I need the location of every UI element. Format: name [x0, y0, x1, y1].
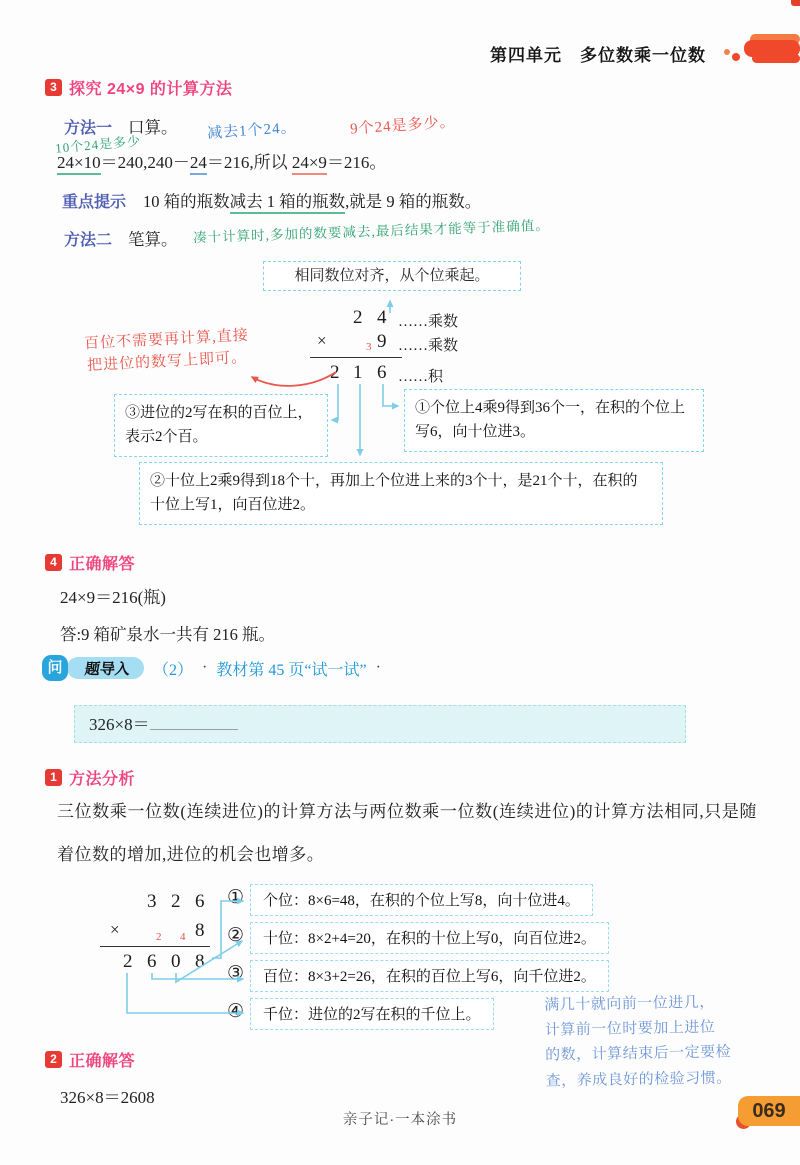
section3-badge: 3 [45, 79, 62, 96]
method-analysis-paragraph: 三位数乘一位数(连续进位)的计算方法与两位数乘一位数(连续进位)的计算方法相同,只是随着位数的增加,进位的机会也增多。 [57, 802, 757, 865]
section4-title: 正确解答 [69, 556, 136, 573]
method2-row [64, 226, 178, 250]
calc1-rule-line [310, 357, 402, 358]
section2-title: 正确解答 [69, 1053, 136, 1070]
calc1-digit: 6 [377, 362, 387, 383]
calc2-digit: 0 [171, 951, 181, 972]
method1-text: 口算。 [128, 118, 178, 137]
calc1-row3-label: ……积 [398, 369, 444, 385]
section3-title: 探究 24×9 的计算方法 [69, 81, 233, 98]
problem-equation: 326×8＝ [89, 715, 150, 734]
calc1-callout-step1: ①个位上4乘9得到36个一，在积的个位上写6，向十位进3。 [404, 389, 704, 452]
handwriting-red-1: 9个24是多少。 [349, 114, 457, 138]
eq-part: ＝240,240－ [100, 153, 190, 172]
answer1-sentence: 答:9 箱矿泉水一共有 216 瓶。 [60, 625, 275, 644]
note-line: 查，养成良好的检验习惯。 [545, 1069, 732, 1090]
calc2-digit: 2 [123, 951, 133, 972]
eq-part-underlined-red: 24×9 [292, 153, 327, 175]
method1-label: 方法一 [64, 120, 113, 137]
step-box-ones: 个位：8×6=48，在积的个位上写8，向十位进4。 [250, 884, 593, 916]
calc2-digit: 6 [195, 891, 205, 912]
note-line: 满几十就向前一位进几， [544, 994, 715, 1014]
calc2-digit: 8 [195, 951, 205, 972]
calc2-times-sign: × [110, 920, 120, 939]
handwriting-red-note-line1: 百位不需要再计算,直接 [83, 327, 250, 353]
answer-blank-line [150, 716, 238, 730]
eq-part-underlined-blue: 24 [190, 153, 207, 175]
calc1-times-sign: × [317, 331, 327, 350]
step-box-thousands: 千位：进位的2写在积的千位上。 [250, 998, 494, 1030]
calc1-digit: 9 [377, 331, 387, 352]
section4-heading [45, 551, 135, 574]
handwriting-green-1: 10个24是多少 [54, 133, 142, 156]
lead-in-pill [67, 657, 144, 679]
calc2-digit: 6 [147, 951, 157, 972]
step-box-tens: 十位：8×2+4=20，在积的十位上写0，向百位进2。 [250, 922, 609, 954]
calc2-carry: 4 [180, 931, 186, 943]
answer2-equation: 326×8＝2608 [60, 1088, 155, 1107]
lead-in-reference: 教材第 45 页“试一试” [216, 661, 367, 679]
calc1-digit: 4 [377, 307, 387, 328]
corner-mark [791, 0, 800, 6]
method2-text: 笔算。 [128, 230, 178, 249]
calc2-rule-line [100, 946, 210, 947]
calc2-digit: 8 [195, 920, 205, 941]
step-number: ③ [227, 963, 245, 984]
key-hint-row [62, 188, 481, 212]
page-number-badge: 069 [738, 1096, 800, 1126]
lead-in-paren: （2） [153, 661, 194, 679]
lead-in-dot: · [375, 659, 381, 676]
calc1-tip-box: 相同数位对齐，从个位乘起。 [263, 261, 521, 291]
handwriting-green-2: 凑十计算时,多加的数要减去,最后结果才能等于准确值。 [192, 217, 550, 246]
footer-text: 亲子记·一本涂书 [342, 1112, 458, 1128]
calc1-callout-step2: ②十位上2乘9得到18个十，再加上个位进上来的3个十，是21个十，在积的十位上写1，向百位进2。 [139, 462, 663, 525]
calc1-callout-step3: ③进位的2写在积的百位上，表示2个百。 [114, 394, 328, 457]
step-number: ④ [227, 1001, 245, 1022]
eq-part-underlined-green: 24×10 [57, 153, 101, 175]
lead-in-row [42, 655, 381, 681]
step-number: ① [227, 887, 245, 908]
calc2-carry: 2 [156, 931, 162, 943]
section3-heading [45, 76, 232, 99]
section1-title: 方法分析 [69, 771, 136, 788]
note-line: 的数，计算结束后一定要检 [545, 1044, 732, 1064]
eq-part: ＝216,所以 [206, 153, 292, 172]
calc1-row1-label: ……乘数 [398, 314, 459, 330]
section2-heading [45, 1048, 135, 1071]
section1-badge: 1 [45, 769, 62, 786]
method2-label: 方法二 [64, 232, 113, 249]
calc2-digit: 2 [171, 891, 181, 912]
key-hint-post: ,就是 9 箱的瓶数。 [345, 192, 482, 211]
question-bubble-icon: 问 [42, 655, 68, 681]
calc1-carry: 3 [366, 341, 372, 353]
step-number: ② [227, 925, 245, 946]
section1-heading [45, 766, 135, 789]
section4-badge: 4 [45, 554, 62, 571]
answer1-equation: 24×9＝216(瓶) [60, 588, 166, 607]
section2-badge: 2 [45, 1051, 62, 1068]
key-hint-label: 重点提示 [62, 194, 127, 211]
calc1-digit: 2 [330, 362, 340, 383]
handwriting-blue-1: 减去1个24。 [206, 119, 298, 143]
step-box-hundreds: 百位：8×3+2=26，在积的百位上写6，向千位进2。 [250, 960, 609, 992]
mental-math-equation [57, 148, 386, 173]
calc1-row2-label: ……乘数 [398, 338, 459, 354]
key-hint-underlined: 减去 1 箱的瓶数 [230, 192, 346, 214]
handwriting-red-note-line2: 把进位的数写上即可。 [86, 349, 248, 375]
unit-header-title: 第四单元 多位数乘一位数 [490, 46, 706, 65]
key-hint-pre: 10 箱的瓶数 [143, 192, 230, 211]
calc1-digit: 2 [353, 307, 363, 328]
eq-part: ＝216。 [326, 153, 387, 172]
calc2-digit: 3 [147, 891, 157, 912]
brush-stroke-icon [718, 28, 800, 70]
key-hint-text [143, 188, 481, 212]
note-line: 计算前一位时要加上进位 [544, 1019, 716, 1039]
calc1-digit: 1 [353, 362, 363, 383]
handwriting-blue-note [544, 990, 732, 1094]
lead-in-label: 题导入 [83, 660, 132, 678]
problem-box [74, 705, 686, 743]
lead-in-dot: · [202, 659, 208, 676]
